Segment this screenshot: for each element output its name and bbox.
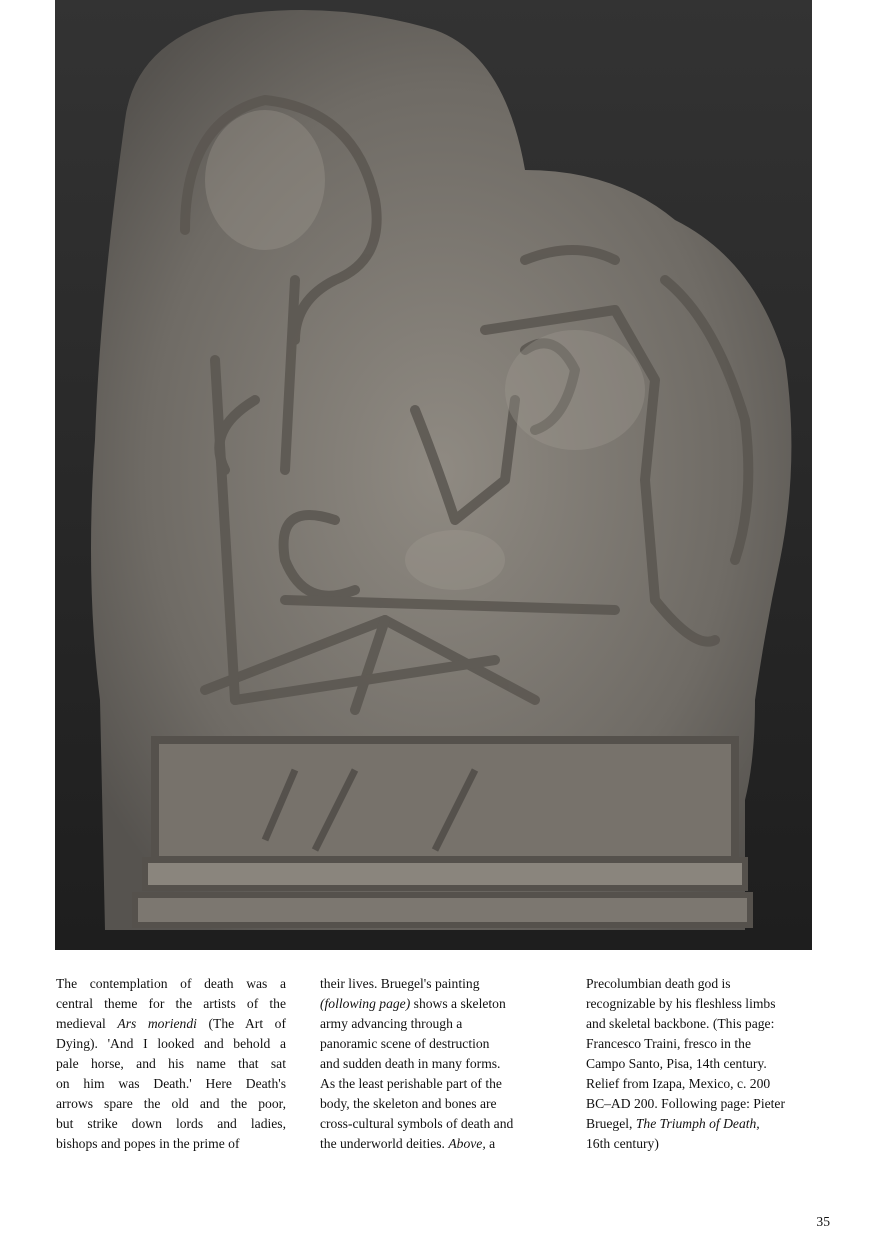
caption-line: BC–AD 200. Following page: Pieter xyxy=(586,1096,785,1111)
caption-line: arrows spare the old and the poor, xyxy=(56,1096,286,1111)
caption-line: central theme for the artists of the xyxy=(56,996,286,1011)
caption-line: on him was Death.' Here Death's xyxy=(56,1076,286,1091)
caption-line: The contemplation of death was a xyxy=(56,976,286,991)
caption-line: cross-cultural symbols of death and xyxy=(320,1116,514,1131)
caption-line: Campo Santo, Pisa, 14th century. xyxy=(586,1056,767,1071)
caption-line: 16th century) xyxy=(586,1136,659,1151)
caption-line: Dying). 'And I looked and behold a xyxy=(56,1036,286,1051)
caption-line: army advancing through a xyxy=(320,1016,463,1031)
caption-line: recognizable by his fleshless limbs xyxy=(586,996,776,1011)
caption-italic-text: (following page) xyxy=(320,996,411,1011)
caption-italic-text: Ars moriendi xyxy=(117,1016,197,1031)
caption-line: and sudden death in many forms. xyxy=(320,1056,501,1071)
page-number: 35 xyxy=(816,1214,830,1229)
caption-line: pale horse, and his name that sat xyxy=(56,1056,286,1071)
caption-line: and skeletal backbone. (This page: xyxy=(586,1016,775,1031)
caption-line: the underworld deities. Above, a xyxy=(320,1136,496,1151)
caption-line: but strike down lords and ladies, xyxy=(56,1116,286,1131)
caption-line: Bruegel, The Triumph of Death, xyxy=(586,1116,760,1131)
caption-italic-text: Above, xyxy=(448,1136,486,1151)
caption-column-3 xyxy=(586,974,826,1154)
caption-column-2 xyxy=(320,974,560,1154)
caption-line: medieval Ars moriendi (The Art of xyxy=(56,1016,286,1031)
caption-line: panoramic scene of destruction xyxy=(320,1036,490,1051)
stone-relief-image xyxy=(55,0,812,950)
caption-line: Francesco Traini, fresco in the xyxy=(586,1036,751,1051)
caption-line: (following page) shows a skeleton xyxy=(320,996,506,1011)
caption-italic-text: The Triumph of Death, xyxy=(635,1116,760,1131)
caption-line: body, the skeleton and bones are xyxy=(320,1096,497,1111)
caption-line: As the least perishable part of the xyxy=(320,1076,502,1091)
caption-line: their lives. Bruegel's painting xyxy=(320,976,480,991)
caption-line: Relief from Izapa, Mexico, c. 200 xyxy=(586,1076,771,1091)
caption-line: Precolumbian death god is xyxy=(586,976,731,991)
caption-line: bishops and popes in the prime of xyxy=(56,1136,240,1151)
stone-relief-photo xyxy=(55,0,812,950)
caption-column-1 xyxy=(56,974,286,1154)
